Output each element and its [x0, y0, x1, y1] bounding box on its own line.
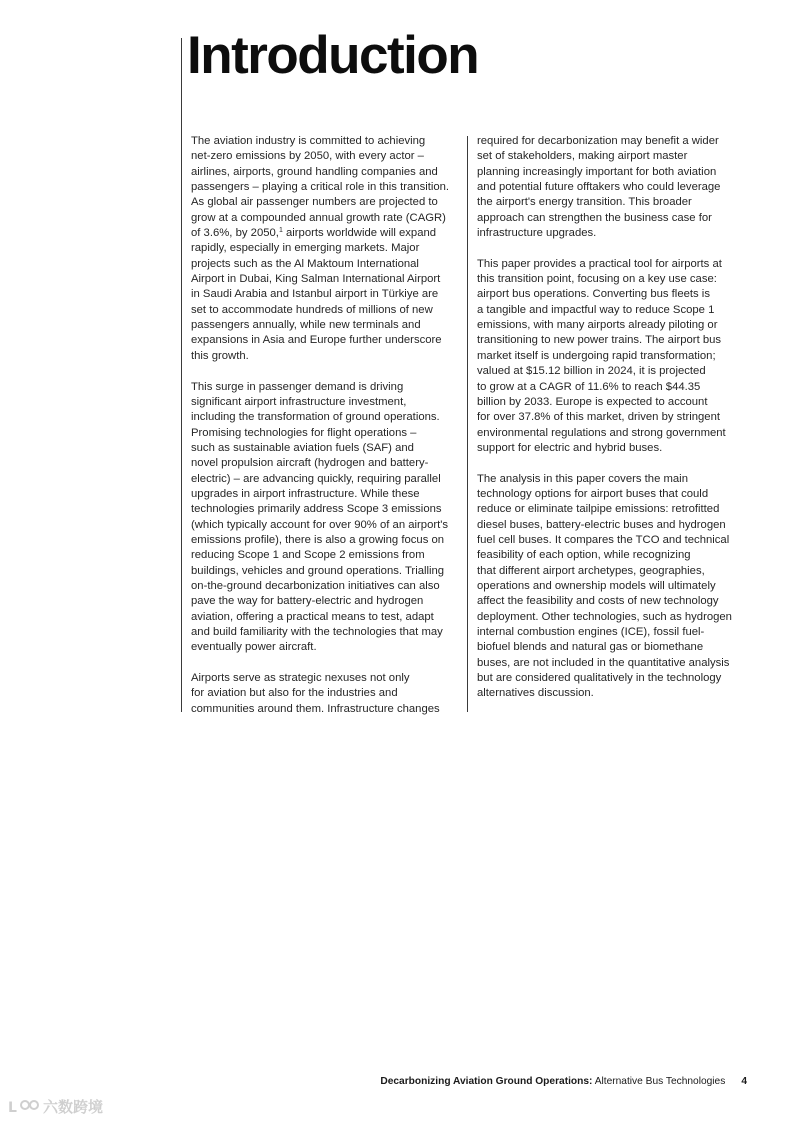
footer-doc-title-bold: Decarbonizing Aviation Ground Operations:	[380, 1076, 593, 1087]
watermark-text: 六数跨境	[43, 1098, 104, 1116]
right-paragraph-1: required for decarbonization may benefit a wider set of stakeholders, making airport master planning increasingly important for both aviation and potential future offtakers who could leverage the airport's energy transition. This broader approach can strengthen the business case for infrastructure upgrades.	[477, 135, 721, 240]
svg-text:L: L	[8, 1099, 17, 1116]
footer-doc-title-rest: Alternative Bus Technologies	[592, 1076, 726, 1087]
left-paragraph-2: This surge in passenger demand is driving significant airport infrastructure investment, including the transformation of ground operations. Promising technologies for flight operations – such as sustainable aviation fuels (SAF) and novel propulsion aircraft (hydrogen and battery- electric) – are advancing quickly, requiring parallel upgrades in airport infrastructure. While these technologies primarily address Scope 3 emissions (which typically account for over 90% of an airport's emissions profile), there is also a growing focus on reducing Scope 1 and Scope 2 emissions from buildings, vehicles and ground operations. Trialling on-the-ground decarbonization initiatives can also pave the way for battery-electric and hydrogen aviation, offering a practical means to test, adapt and build familiarity with the technologies that may eventually power aircraft.	[191, 380, 449, 654]
column-divider-rule	[467, 136, 468, 712]
page-title: Introduction	[187, 26, 479, 85]
right-paragraph-2: This paper provides a practical tool for airports at this transition point, focusing on a key use case: airport bus operations. Converting bus fleets is a tangible and impactful way to reduce Scope 1 emissions, with many airports already piloting or transitioning to new power trains. The airport bus market itself is undergoing rapid transformation; valued at $15.12 billion in 2024, it is projected to grow at a CAGR of 11.6% to reach $44.35 billion by 2033. Europe is expected to account for over 37.8% of this market, driven by stringent environmental regulations and strong government support for electric and hybrid buses.	[477, 257, 726, 454]
watermark	[8, 1096, 103, 1117]
left-paragraph-3: Airports serve as strategic nexuses not only for aviation but also for the industries and communities around them. Infrastructure changes	[191, 672, 440, 715]
footnote-marker[interactable]: 1	[278, 227, 283, 235]
left-paragraph-1-text-b: airports worldwide will expand rapidly, especially in emerging markets. Major projects such as the Al Maktoum International Airport in Dubai, King Salman International Airport in Saudi Arabia and Istanbul airport in Türkiye are set to accommodate hundreds of millions of new passengers annually, while new terminals and expansions in Asia and Europe further underscore this growth.	[191, 227, 442, 362]
left-paragraph-1	[191, 134, 463, 364]
left-paragraph-1-text-a: The aviation industry is committed to achieving net-zero emissions by 2050, with every actor – airlines, airports, ground handling companies and passengers – playing a critical role in this transition. As global air passenger numbers are projected to grow at a compounded annual growth rate (CAGR) of 3.6%, by 2050,	[191, 135, 450, 240]
page-footer	[380, 1076, 747, 1087]
title-vertical-rule	[181, 38, 182, 712]
page-number: 4	[741, 1076, 747, 1087]
left-column	[191, 134, 463, 732]
right-column	[477, 134, 749, 717]
watermark-logo-icon	[8, 1097, 40, 1117]
right-paragraph-3: The analysis in this paper covers the main technology options for airport buses that could reduce or eliminate tailpipe emissions: retrofitted diesel buses, battery-electric buses and hydrogen fuel cell buses. It compares the TCO and technical feasibility of each option, while recognizing that different airport archetypes, geographies, operations and ownership models will ultimately affect the feasibility and costs of new technology deployment. Other technologies, such as hydrogen internal combustion engines (ICE), fossil fuel- biofuel blends and natural gas or biomethane buses, are not included in the quantitative analysis but are considered qualitatively in the technology alternatives discussion.	[477, 472, 732, 700]
